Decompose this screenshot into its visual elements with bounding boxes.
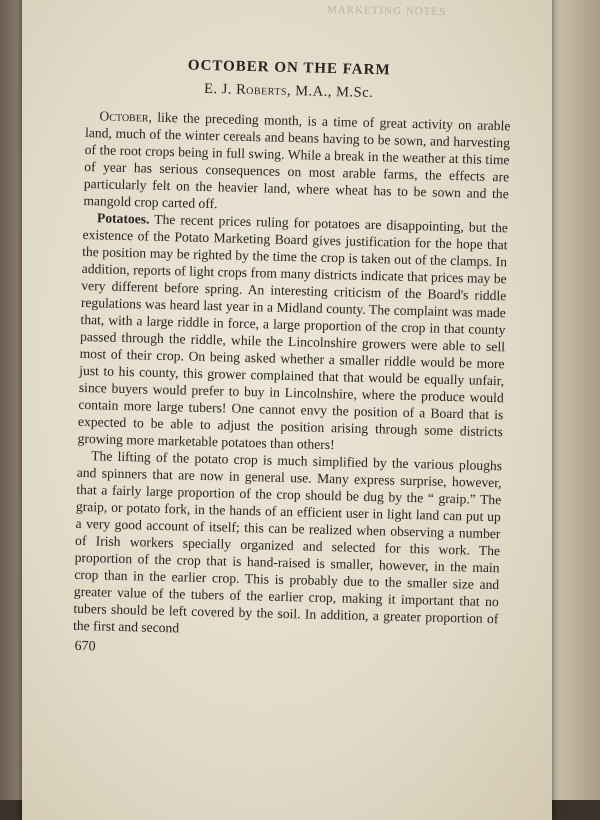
intro-paragraph <box>83 107 510 219</box>
lifting-text: The lifting of the potato crop is much simplified by the various ploughs and spinners that are now in general use. Many express surprise, however, that a fairly large proportion of the crop should be dug by the “ graip.” The graip, or potato fork, in the hands of an efficient user in light land can put up a very good account of itself; this can be realized when observing a number of Irish workers specially organized and selected for this work. The proportion of the crop that is hand-raised is smaller, however, in the main crop than in the earlier crop. This is probably due to the smaller size and greater value of the tubers of the earlier crop, making it important that no tubers should be left covered by the soil. In addition, a greater proportion of the first and second <box>72 448 503 636</box>
author-surname: Roberts <box>235 81 288 99</box>
potatoes-heading: Potatoes. <box>96 210 150 227</box>
article-title: OCTOBER ON THE FARM <box>187 57 391 79</box>
potatoes-paragraph <box>77 209 508 457</box>
bleed-through-running-head: MARKETING NOTES <box>326 3 447 19</box>
article-body <box>72 55 512 665</box>
page-number: 670 <box>74 638 96 655</box>
article-author <box>86 78 511 105</box>
author-degrees: , M.A., M.Sc. <box>286 82 374 102</box>
book-page <box>22 0 552 820</box>
intro-lead-word: October <box>99 108 149 125</box>
potatoes-text: The recent prices ruling for potatoes are disappointing, but the existence of the Potato Marketing Board gives justification for the hope that the position may be righted by the time the crop is taken out of the clamps. In addition, reports of light crops from many districts indicate that prices may be very different before spring. An interesting criticism of the Board's riddle regulations was heard last year in a Midland county. The complaint was made that, with a large riddle in force, a large proportion of the crop in that county passed through the riddle, while the Lincolnshire growers were able to sell most of their crop. On being asked whether a smaller riddle would be more just to his county, this grower complained that that would be equally unfair, since buyers would prefer to buy in Lincolnshire, where the produce would contain more large tubers! One cannot envy the position of a Board that is expected to be able to adjust the position arising through some districts growing more marketable potatoes than others! <box>77 211 509 453</box>
author-initials: E. J. <box>203 80 233 98</box>
lifting-paragraph <box>73 447 502 644</box>
intro-text: , like the preceding month, is a time of great activity on arable land, much of the winter cereals and beans having to be sown, and harvesting of the root crops being in full swing. While a break in the weather at this time of year has serious consequences on most arable farms, the effects are particularly felt on the heavier land, where wheat has to be sown and the mangold crop carted off. <box>83 109 511 212</box>
